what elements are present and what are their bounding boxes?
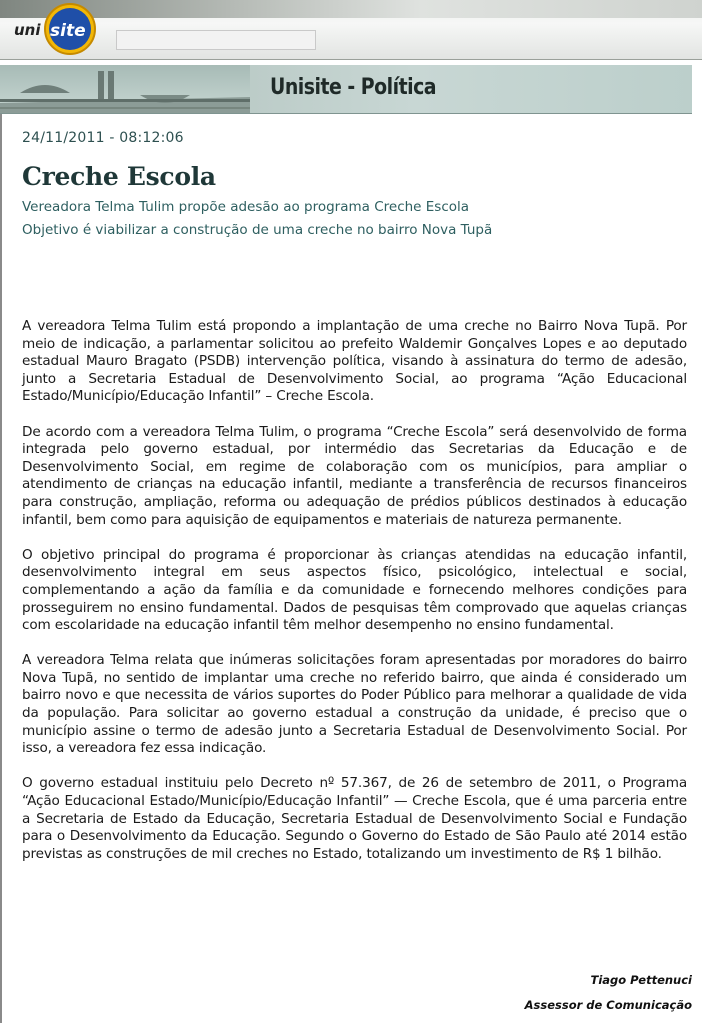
author-name: Tiago Pettenuci [590, 973, 692, 987]
article-body [22, 318, 687, 881]
article-subtitle: Vereadora Telma Tulim propõe adesão ao programa Creche Escola [22, 199, 470, 215]
section-title: Unisite - Política [270, 75, 437, 100]
congress-building-image [0, 65, 250, 114]
page-left-border [0, 114, 2, 1023]
article-paragraph: De acordo com a vereadora Telma Tulim, o programa “Creche Escola” será desenvolvido de forma integrada pelo governo estadual, por intermédio das Secretarias da Educação e de Desenvolvimento Social, em regime de colaboração com os municípios, para ampliar o atendimento de crianças na educação infantil, mediante a transferência de recursos financeiros para construção, ampliação, reforma ou adequação de prédios públicos destinados à educação infantil, bem como para aquisição de equipamentos e materiais de natureza permanente. [22, 423, 687, 528]
article-paragraph: A vereadora Telma Tulim está propondo a implantação de uma creche no Bairro Nova Tupã. Por meio de indicação, a parlamentar solicitou ao prefeito Waldemir Gonçalves Lopes e ao deputado estadual Mauro Bragato (PSDB) intervenção política, visando à assinatura do termo de adesão, junto a Secretaria Estadual de Desenvolvimento Social, ao programa “Ação Educacional Estado/Município/Educação Infantil” – Creche Escola. [22, 318, 687, 405]
site-header [0, 0, 702, 60]
article-paragraph: A vereadora Telma relata que inúmeras solicitações foram apresentadas por moradores do bairro Nova Tupã, no sentido de implantar uma creche no referido bairro, que ainda é considerado um bairro novo e que necessita de vários suportes do Poder Público para melhorar a qualidade de vida da população. Para solicitar ao governo estadual a construção da unidade, é preciso que o município assine o termo de adesão junto a Secretaria Estadual de Desenvolvimento Social. Por isso, a vereadora fez essa indicação. [22, 652, 687, 757]
article-subtitle: Objetivo é viabilizar a construção de uma creche no bairro Nova Tupã [22, 222, 493, 238]
svg-text:site: site [50, 21, 86, 41]
article-title: Creche Escola [22, 162, 216, 191]
header-search-field[interactable] [116, 30, 316, 50]
section-banner [0, 65, 692, 114]
svg-text:uni: uni [14, 21, 41, 39]
author-role: Assessor de Comunicação [524, 998, 692, 1012]
article-date: 24/11/2011 - 08:12:06 [22, 130, 184, 146]
unisite-logo[interactable] [12, 2, 108, 56]
article-paragraph: O governo estadual instituiu pelo Decreto nº 57.367, de 26 de setembro de 2011, o Programa “Ação Educacional Estado/Município/Educação Infantil” — Creche Escola, que é uma parceria entre a Secretaria de Estado da Educação, Secretaria Estadual de Desenvolvimento Social e Fundação para o Desenvolvimento da Educação. Segundo o Governo do Estado de São Paulo até 2014 estão previstas as construções de mil creches no Estado, totalizando um investimento de R$ 1 bilhão. [22, 775, 687, 862]
article-paragraph: O objetivo principal do programa é proporcionar às crianças atendidas na educação infantil, desenvolvimento integral em seus aspectos físico, psicológico, intelectual e social, complementando a ação da família e da comunidade e fornecendo melhores condições para prosseguirem no ensino fundamental. Dados de pesquisas têm comprovado que aquelas crianças com escolaridade na educação infantil têm melhor desempenho no ensino fundamental. [22, 546, 687, 634]
